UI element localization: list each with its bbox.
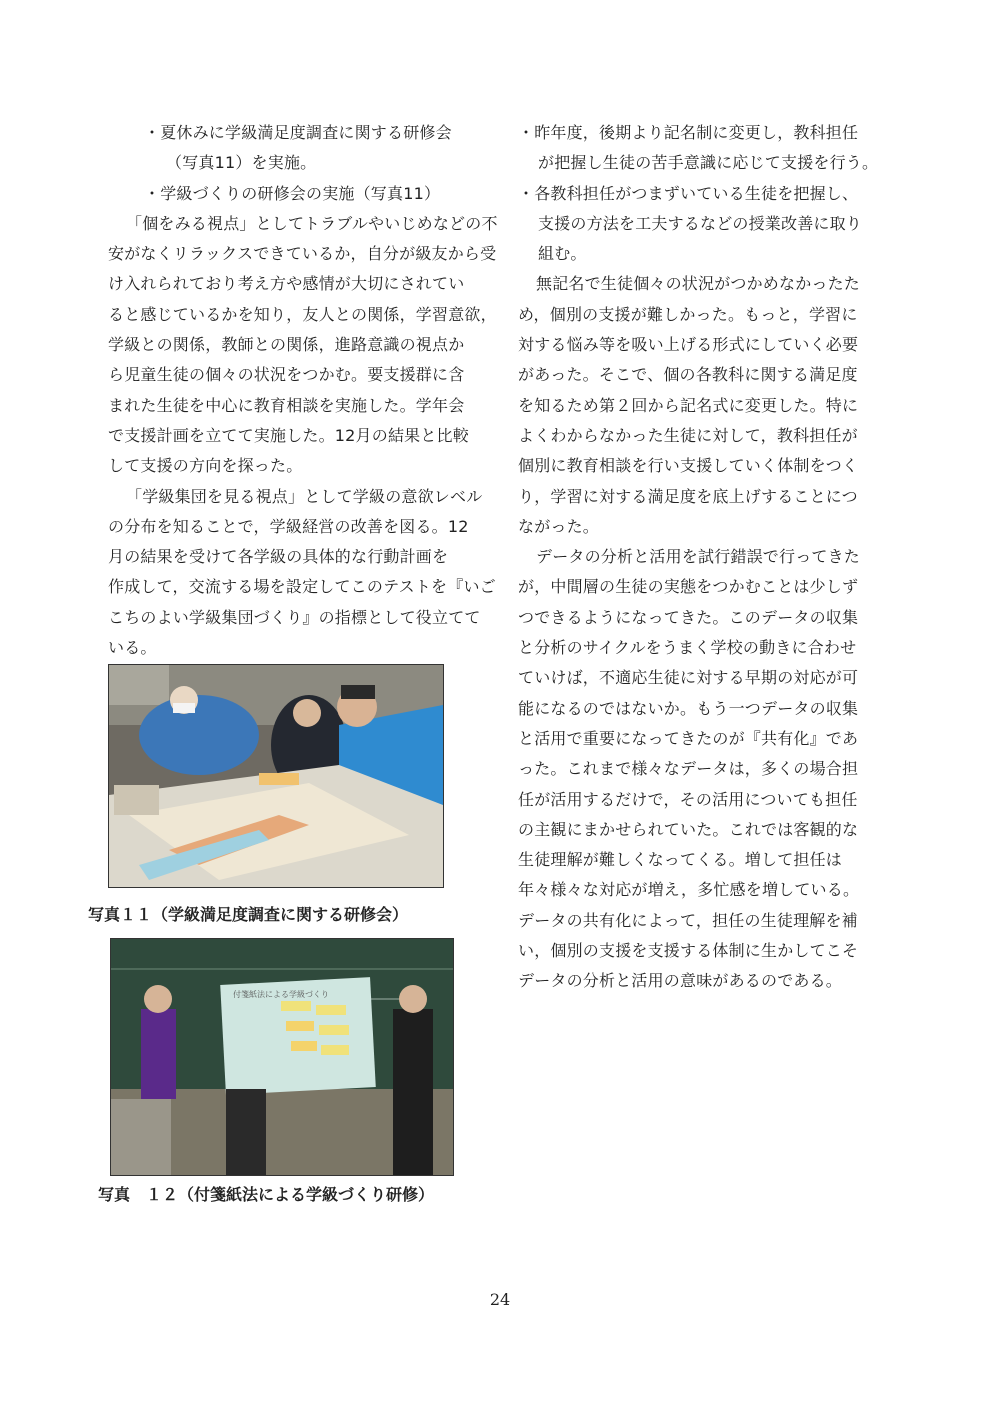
right-line: 組む。 [538, 244, 587, 264]
right-line: め，個別の支援が難しかった。もっと，学習に [518, 304, 858, 324]
right-column [518, 118, 900, 997]
right-line: 無記名で生徒個々の状況がつかめなかったた [536, 274, 861, 294]
right-line: 年々様々な対応が増え，多忙感を増している。 [518, 880, 860, 900]
left-line: 「個をみる視点」としてトラブルやいじめなどの不 [126, 213, 498, 233]
right-line: があった。そこで、個の各教科に関する満足度 [518, 365, 858, 385]
left-column [108, 118, 498, 663]
poster-text: 付箋紙法による学級づくり [233, 990, 329, 999]
left-line: ると感じているかを知り，友人との関係，学習意欲， [108, 304, 497, 324]
right-line: データの共有化によって，担任の生徒理解を補 [518, 910, 858, 930]
right-line: 支援の方法を工夫するなどの授業改善に取り [538, 213, 863, 233]
right-line: り，学習に対する満足度を底上げすることにつ [518, 486, 858, 506]
left-line: こちのよい学級集団づくり』の指標として役立てて [108, 607, 481, 627]
left-line: して支援の方向を探った。 [108, 456, 303, 476]
left-line: ・夏休みに学級満足度調査に関する研修会 [144, 123, 452, 142]
right-line: 個別に教育相談を行い支援していく体制をつく [518, 456, 859, 476]
right-line: ・昨年度，後期より記名制に変更し，教科担任 [518, 123, 859, 142]
left-line: で支援計画を立てて実施した。12月の結果と比較 [108, 425, 469, 445]
right-line: 対する悩み等を吸い上げる形式にしていく必要 [518, 335, 859, 355]
right-line: 任が活用するだけで，その活用についても担任 [518, 789, 858, 809]
right-line: った。これまで様々なデータは，多くの場合担 [518, 759, 859, 779]
right-line: 能になるのではないか。もう一つデータの収集 [518, 698, 859, 718]
right-line: ・各教科担任がつまずいている生徒を把握し、 [518, 183, 859, 203]
left-line: ら児童生徒の個々の状況をつかむ。要支援群に含 [108, 365, 465, 385]
right-line: 生徒理解が難しくなってくる。増して担任は [518, 850, 843, 870]
right-line: と分析のサイクルをうまく学校の動きに合わせ [518, 638, 857, 658]
left-line: いる。 [108, 638, 157, 658]
photo-12 [110, 938, 454, 1176]
right-line: い，個別の支援を支援する体制に生かしてこそ [518, 941, 859, 961]
left-line: 安がなくリラックスできているか，自分が級友から受 [108, 244, 497, 264]
left-line: け入れられており考え方や感情が大切にされてい [108, 274, 465, 294]
left-line: （写真11）を実施。 [166, 153, 317, 173]
right-line: ながった。 [518, 516, 600, 536]
right-line: と活用で重要になってきたのが『共有化』であ [518, 728, 859, 748]
photo-11 [108, 664, 444, 888]
left-line: 学級との関係，教師との関係，進路意識の視点か [108, 335, 465, 355]
right-line: データの分析と活用を試行錯誤で行ってきた [536, 547, 861, 567]
right-line: データの分析と活用の意味があるのである。 [518, 971, 843, 991]
left-line: 作成して，交流する場を設定してこのテストを『いご [108, 577, 496, 597]
left-line: 月の結果を受けて各学級の具体的な行動計画を [108, 547, 449, 567]
photo-12-caption: 写真 １２（付箋紙法による学級づくり研修） [98, 1185, 435, 1204]
left-line: ・学級づくりの研修会の実施（写真11） [144, 183, 441, 203]
page-number: 24 [489, 1290, 511, 1309]
right-line: ていけば，不適応生徒に対する早期の対応が可 [518, 668, 859, 688]
right-line: よくわからなかった生徒に対して，教科担任が [518, 425, 858, 445]
right-line: を知るため第２回から記名式に変更した。特に [518, 395, 859, 415]
photo-11-caption: 写真１１（学級満足度調査に関する研修会） [88, 905, 409, 924]
right-line: が，中間層の生徒の実態をつかむことは少しず [518, 577, 859, 597]
right-line: の主観にまかせられていた。これでは客観的な [518, 819, 859, 839]
right-line: が把握し生徒の苦手意識に応じて支援を行う。 [538, 153, 879, 173]
right-line: つできるようになってきた。このデータの収集 [518, 607, 859, 627]
left-line: の分布を知ることで，学級経営の改善を図る。12 [108, 516, 469, 536]
left-line: 「学級集団を見る視点」として学級の意欲レベル [126, 486, 483, 506]
left-line: まれた生徒を中心に教育相談を実施した。学年会 [108, 395, 465, 415]
